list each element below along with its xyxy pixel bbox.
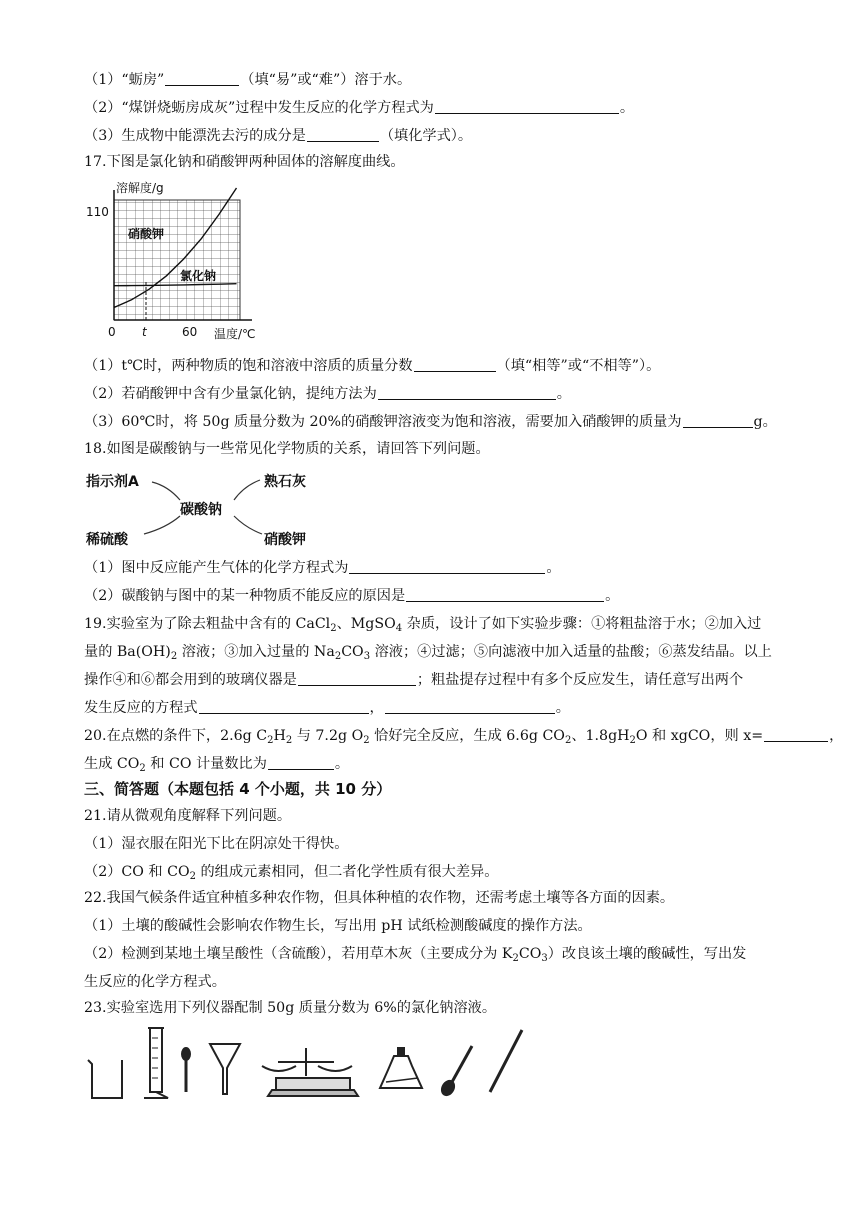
subscript: 2 <box>363 735 370 746</box>
q20-text: 与 7.2g O <box>292 728 364 744</box>
subscript: 2 <box>285 735 293 746</box>
q16-sub1 <box>84 70 411 90</box>
alcohol-lamp-icon <box>380 1048 422 1088</box>
q19-text: 发生反应的方程式 <box>84 700 198 716</box>
q18-s2-text-end: 。 <box>605 588 620 604</box>
answer-blank[interactable] <box>349 558 545 574</box>
q22-sub2-line1 <box>84 944 746 964</box>
section-heading: 三、简答题（本题包括 4 个小题，共 10 分） <box>84 780 392 798</box>
q21-text: 的组成元素相同，但二者化学性质有很大差异。 <box>195 864 499 880</box>
q19-text: 。 <box>555 700 570 716</box>
subscript: 4 <box>395 623 403 634</box>
subscript: 2 <box>334 651 342 662</box>
chart-grid <box>114 200 240 320</box>
x-tick-label: 60 <box>182 325 198 339</box>
diagram-node-sodium-carbonate: 碳酸钠 <box>180 502 222 518</box>
q19-line1 <box>84 614 761 634</box>
q18-s1-text-end: 。 <box>546 560 561 576</box>
q22-sub1: （1）土壤的酸碱性会影响农作物生长，写出用 pH 试纸检测酸碱度的操作方法。 <box>84 918 592 934</box>
subscript: 2 <box>629 735 636 746</box>
x-tick-label: t <box>142 325 147 339</box>
diagram-link <box>152 482 180 500</box>
q18-sub1 <box>84 558 561 578</box>
q19-text: 溶液；④过滤；⑤向滤液中加入适量的盐酸；⑥蒸发结晶。以上 <box>370 644 772 660</box>
diagram-link <box>234 516 262 534</box>
subscript: 2 <box>189 871 196 882</box>
answer-blank[interactable] <box>268 754 334 770</box>
q20-line1 <box>84 726 843 746</box>
q22-sub2-line2: 生反应的化学方程式。 <box>84 974 226 990</box>
subscript: 2 <box>330 623 337 634</box>
q16-s3-text-end: （填化学式）。 <box>379 128 473 144</box>
diagram-node-slaked-lime: 熟石灰 <box>264 474 306 490</box>
answer-blank[interactable] <box>165 70 239 86</box>
sodium-carbonate-relation-diagram <box>84 468 334 550</box>
q20-text: 生成 CO <box>84 756 140 772</box>
diagram-node-potassium-nitrate: 硝酸钾 <box>264 532 306 548</box>
q17-s1-text-end: （填“相等”或“不相等”）。 <box>496 358 661 374</box>
q22-stem: 22.我国气候条件适宜种植多种农作物，但具体种植的农作物，还需考虑土壤等各方面的因素。 <box>84 890 675 906</box>
subscript: 2 <box>170 651 178 662</box>
beaker-icon <box>88 1060 122 1098</box>
q21-stem: 21.请从微观角度解释下列问题。 <box>84 808 292 824</box>
y-axis-label: 溶解度/g <box>116 181 164 195</box>
q17-s3-text: （3）60℃时，将 50g 质量分数为 20%的硝酸钾溶液变为饱和溶液，需要加入硝酸钾的质量为 <box>84 414 682 430</box>
q16-s1-text: （1）“蛎房” <box>84 72 165 88</box>
subscript: 2 <box>564 735 572 746</box>
answer-blank[interactable] <box>298 670 416 686</box>
q17-s2-text: （2）若硝酸钾中含有少量氯化钠，提纯方法为 <box>84 386 377 402</box>
diagram-node-indicator: 指示剂A <box>86 474 139 490</box>
q22-text: ）改良该土壤的酸碱性，写出发 <box>547 946 747 962</box>
q18-s1-text: （1）图中反应能产生气体的化学方程式为 <box>84 560 349 576</box>
subscript: 2 <box>512 953 519 964</box>
q20-text: 。 <box>334 756 350 772</box>
answer-blank[interactable] <box>683 412 753 428</box>
q19-line4 <box>84 698 570 718</box>
x-tick-label: 0 <box>108 325 116 339</box>
subscript: 2 <box>267 735 274 746</box>
answer-blank[interactable] <box>307 126 379 142</box>
q20-text: 恰好完全反应，生成 6.6g CO <box>369 728 565 744</box>
q17-s1-text: （1）t℃时，两种物质的饱和溶液中溶质的质量分数 <box>84 358 413 374</box>
graduated-cylinder-icon <box>144 1028 168 1098</box>
q19-line2 <box>84 642 772 662</box>
q20-text: H <box>273 728 286 744</box>
y-tick-label: 110 <box>86 205 109 219</box>
q19-text: 、MgSO <box>336 616 396 632</box>
q16-s3-text: （3）生成物中能漂洗去污的成分是 <box>84 128 306 144</box>
subscript: 3 <box>363 651 371 662</box>
q19-text: ；粗盐提存过程中有多个反应发生，请任意写出两个 <box>416 672 744 688</box>
q16-sub3 <box>84 126 472 146</box>
q19-text: 操作④和⑥都会用到的玻璃仪器是 <box>84 672 297 688</box>
x-axis-label: 温度/℃ <box>214 327 256 341</box>
q19-text: 杂质，设计了如下实验步骤：①将粗盐溶于水；②加入过 <box>402 616 762 632</box>
diagram-link <box>234 480 260 500</box>
funnel-icon <box>210 1044 240 1094</box>
answer-blank[interactable] <box>414 356 496 372</box>
lab-instruments-figure <box>82 1018 538 1100</box>
q19-text: 量的 Ba(OH) <box>84 644 171 660</box>
series-label-kno3: 硝酸钾 <box>128 227 165 241</box>
spoon-icon <box>440 1046 472 1097</box>
q21-text: （2）CO 和 CO <box>84 864 190 880</box>
glass-rod-icon <box>490 1030 522 1092</box>
q19-text: CO <box>341 644 364 660</box>
q17-s3-text-end: g。 <box>753 414 777 430</box>
q18-stem: 18.如图是碳酸钠与一些常见化学物质的关系，请回答下列问题。 <box>84 441 490 457</box>
answer-blank[interactable] <box>199 698 369 714</box>
q18-sub2 <box>84 586 619 606</box>
q18-s2-text: （2）碳酸钠与图中的某一种物质不能反应的原因是 <box>84 588 406 604</box>
q19-text: 溶液；③加入过量的 Na <box>177 644 335 660</box>
q21-sub2 <box>84 862 498 882</box>
q19-line3 <box>84 670 743 690</box>
answer-blank[interactable] <box>385 698 555 714</box>
answer-blank[interactable] <box>406 586 604 602</box>
q17-sub3 <box>84 412 777 432</box>
q16-s1-text-end: （填“易”或“难”）溶于水。 <box>240 72 412 88</box>
q16-sub2 <box>84 98 634 118</box>
q16-s2-text-end: 。 <box>619 100 635 116</box>
q19-text: 19.实验室为了除去粗盐中含有的 CaCl <box>84 616 331 632</box>
subscript: 3 <box>541 953 548 964</box>
answer-blank[interactable] <box>378 384 556 400</box>
q20-text: 20.在点燃的条件下，2.6g C <box>84 728 268 744</box>
q17-sub2 <box>84 384 571 404</box>
q20-text: 、1.8gH <box>571 728 630 744</box>
diagram-link <box>144 516 180 534</box>
q20-line2 <box>84 754 349 774</box>
answer-blank[interactable] <box>764 726 828 742</box>
q21-sub1: （1）湿衣服在阳光下比在阴凉处干得快。 <box>84 836 349 852</box>
q22-text: （2）检测到某地土壤呈酸性（含硫酸），若用草木灰（主要成分为 K <box>84 946 513 962</box>
balance-icon <box>262 1048 358 1096</box>
q23-stem: 23.实验室选用下列仪器配制 50g 质量分数为 6%的氯化钠溶液。 <box>84 1000 497 1016</box>
series-label-nacl: 氯化钠 <box>180 269 217 283</box>
q17-s2-text-end: 。 <box>556 386 571 402</box>
dropper-icon <box>182 1048 190 1092</box>
q20-text: 和 CO 计量数比为 <box>145 756 267 772</box>
q17-stem: 17.下图是氯化钠和硝酸钾两种固体的溶解度曲线。 <box>84 154 405 170</box>
answer-blank[interactable] <box>435 98 619 114</box>
subscript: 2 <box>139 763 146 774</box>
q20-text: O 和 xgCO，则 x= <box>635 728 764 744</box>
solubility-chart <box>84 178 284 344</box>
q19-text: ， <box>369 700 384 716</box>
q16-s2-text: （2）“煤饼烧蛎房成灰”过程中发生反应的化学方程式为 <box>84 100 434 116</box>
q22-text: CO <box>518 946 542 962</box>
q17-sub1 <box>84 356 660 376</box>
q20-text: ， <box>829 728 844 744</box>
diagram-node-dilute-sulfuric-acid: 稀硫酸 <box>86 532 128 548</box>
